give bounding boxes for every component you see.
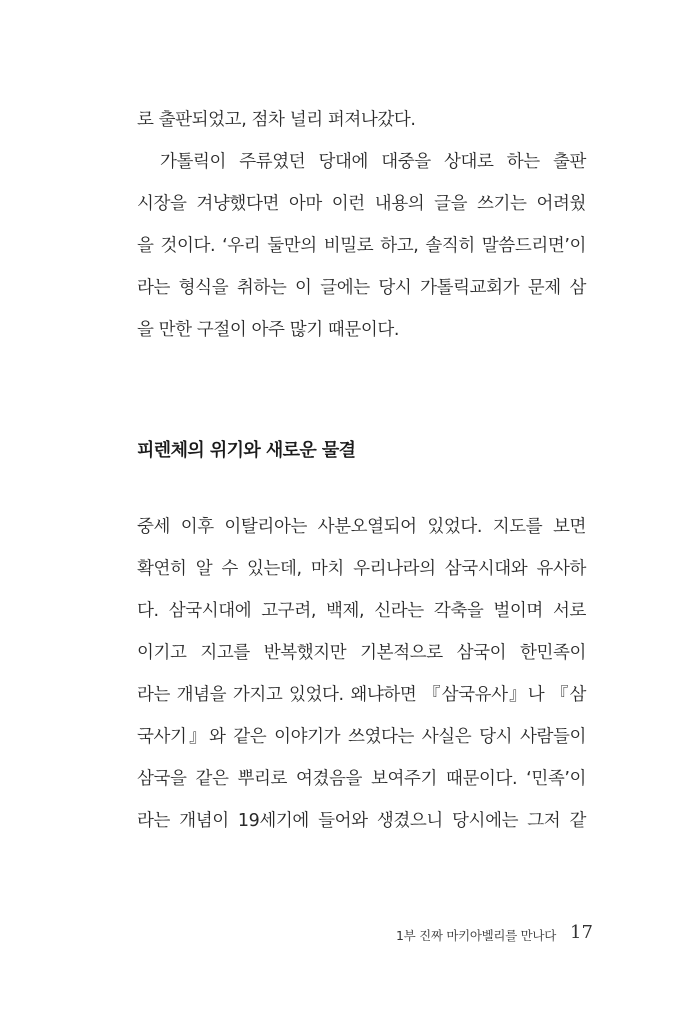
text-line: 다. 삼국시대에 고구려, 백제, 신라는 각축을 벌이며 서로 <box>137 601 586 621</box>
text-line: 국사기』와 같은 이야기가 쓰였다는 사실은 당시 사람들이 <box>137 727 586 747</box>
text-line: 시장을 겨냥했다면 아마 이런 내용의 글을 쓰기는 어려웠 <box>137 194 586 214</box>
text-line: 라는 개념을 가지고 있었다. 왜냐하면 『삼국유사』나 『삼 <box>137 685 586 705</box>
section-heading: 피렌체의 위기와 새로운 물결 <box>137 440 356 461</box>
text-line: 중세 이후 이탈리아는 사분오열되어 있었다. 지도를 보면 <box>137 517 586 537</box>
running-title: 1부 진짜 마키아벨리를 만나다 <box>396 928 556 943</box>
text-line: 로 출판되었고, 점차 널리 퍼져나갔다. <box>137 110 416 130</box>
text-line: 삼국을 같은 뿌리로 여겼음을 보여주기 때문이다. ‘민족’이 <box>137 769 586 789</box>
text-line: 을 것이다. ‘우리 둘만의 비밀로 하고, 솔직히 말씀드리면’이 <box>137 236 586 256</box>
text-line: 확연히 알 수 있는데, 마치 우리나라의 삼국시대와 유사하 <box>137 559 586 579</box>
text-line: 을 만한 구절이 아주 많기 때문이다. <box>137 320 400 340</box>
page-number: 17 <box>570 922 593 943</box>
text-line: 이기고 지고를 반복했지만 기본적으로 삼국이 한민족이 <box>137 643 586 663</box>
text-line: 라는 형식을 취하는 이 글에는 당시 가톨릭교회가 문제 삼 <box>137 278 586 298</box>
text-line: 가톨릭이 주류였던 당대에 대중을 상대로 하는 출판 <box>160 152 586 172</box>
text-line: 라는 개념이 19세기에 들어와 생겼으니 당시에는 그저 같 <box>137 811 586 831</box>
